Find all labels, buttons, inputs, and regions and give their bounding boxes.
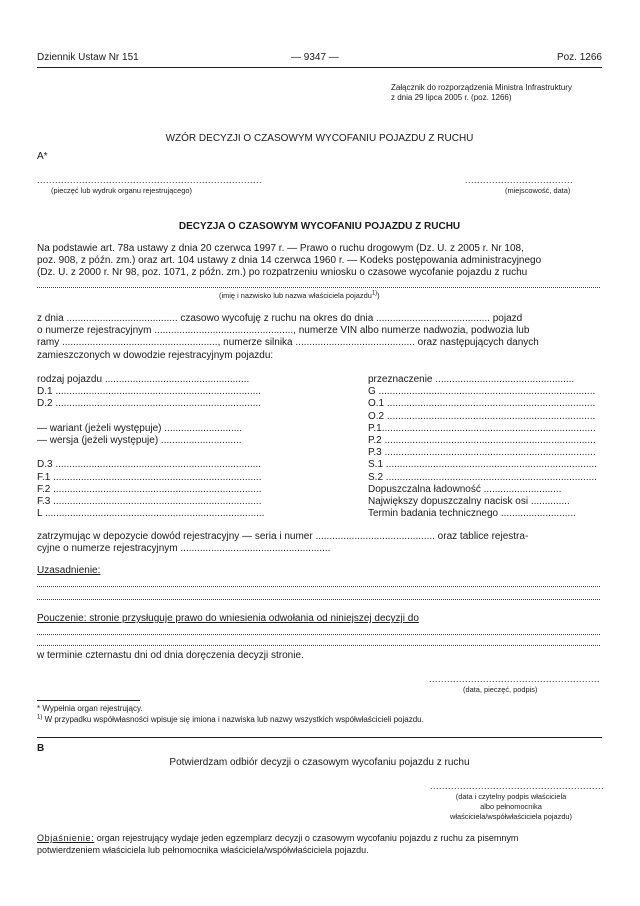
receipt-signature-caption-2: albo pełnomocnika [480, 802, 542, 811]
receipt-signature-caption-3: właściciela/współwłaściciela pojazdu) [450, 812, 572, 821]
place-date-field[interactable]: .................................... [465, 175, 574, 185]
vehicle-fields-left [37, 374, 264, 520]
owner-caption-close: ) [377, 291, 380, 300]
justification-line-2[interactable] [37, 599, 600, 600]
field-s2[interactable]: S.2 ............................................................................ [368, 471, 597, 483]
retain-line: zatrzymując w depozycie dowód rejestracyjny — seria i numer ........................................... oraz tablice rejestra- [37, 531, 529, 542]
explanation-text-1: organ rejestrujący wydaje jeden egzemplarz decyzji o czasowym wycofaniu pojazdu z ruchu za pisemnym [94, 833, 519, 843]
field-max-axle-load[interactable]: Największy dopuszczalny nacisk osi .............. [368, 496, 570, 508]
footnote-1-mark: * [37, 704, 41, 713]
stamp-field[interactable]: ........................................................................... [37, 175, 263, 185]
receipt-confirmation: Potwierdzam odbiór decyzji o czasowym wycofaniu pojazdu z ruchu [169, 757, 470, 768]
header-rule [37, 67, 602, 68]
retain-paragraph [37, 531, 528, 555]
place-date-caption: (miejscowość, data) [505, 186, 571, 195]
field-l[interactable]: L ............................................................................... [37, 508, 265, 520]
intro-paragraph [37, 243, 541, 280]
instruction-text: Pouczenie: stronie przysługuje prawo do wniesienia odwołania od niniejszej decyzji do [37, 613, 419, 624]
page-number: — 9347 — [291, 52, 339, 63]
field-f1[interactable]: F.1 ........................................................................... [37, 471, 262, 483]
owner-caption-text: (imię i nazwisko lub nazwa właściciela pojazdu [219, 291, 372, 300]
footnote-1-text: Wypełnia organ rejestrujący. [42, 704, 143, 713]
deadline-text: w terminie czternastu dni od dnia doręczenia decyzji stronie. [37, 650, 304, 661]
field-p1[interactable]: P.1............................................................................. [368, 422, 596, 434]
field-o1[interactable]: O.1 ........................................................................... [368, 398, 596, 410]
journal-name: Dziennik Ustaw Nr 151 [37, 52, 139, 63]
spacer [37, 447, 264, 459]
form-title: WZÓR DECYZJI O CZASOWYM WYCOFANIU POJAZDU Z RUCHU [165, 133, 474, 144]
owner-caption-footnote-mark: 1) [371, 290, 378, 297]
body-paragraph [37, 313, 539, 362]
retain-line: cyjne o numerze rejestracyjnym ...................................................... [37, 543, 331, 555]
annex-line-1: Załącznik do rozporządzenia Ministra Infrastruktury [391, 83, 572, 92]
explanation-line-2: potwierdzeniem właściciela lub pełnomocnika właściciela/współwłaściciela pojazdu. [37, 845, 369, 855]
section-rule [37, 737, 602, 738]
footnote-rule [37, 700, 140, 701]
receipt-signature-field[interactable]: .......................................................... [430, 781, 605, 791]
justification-line-1[interactable] [37, 586, 600, 587]
field-s1[interactable]: S.1 ............................................................................ [368, 459, 597, 471]
body-line: zamieszczonych w dowodzie rejestracyjnym pojazdu: [37, 349, 274, 361]
footnote-2-text: W przypadku współwłasności wpisuje się imiona i nazwiska lub nazwy wszystkich współwłaścicieli pojazdu. [44, 715, 424, 724]
owner-field[interactable] [37, 287, 600, 288]
field-f3[interactable]: F.3 ........................................................................... [37, 496, 262, 508]
field-d3[interactable]: D.3 .......................................................................... [37, 459, 261, 471]
appeal-authority-line-1[interactable] [37, 634, 600, 635]
position-number: Poz. 1266 [556, 52, 602, 63]
field-purpose[interactable]: przeznaczenie .................................................. [368, 374, 575, 385]
body-line: o numerze rejestracyjnym .................................................., numerze VIN albo numerze nadwozia, podwozia lub [37, 325, 530, 337]
explanation-label: Objaśnienie: [37, 833, 95, 843]
receipt-signature-caption-1: (data i czytelny podpis właściciela [455, 792, 567, 801]
footnote-2-mark: 1) [37, 714, 43, 721]
field-d1[interactable]: D.1 .......................................................................... [37, 386, 261, 398]
field-inspection-date[interactable]: Termin badania technicznego ........................... [368, 508, 576, 520]
field-variant[interactable]: — wariant (jeżeli występuje) ............................ [37, 422, 243, 434]
field-vehicle-type[interactable]: rodzaj pojazdu .................................................... [37, 374, 250, 385]
spacer [37, 411, 264, 423]
field-o2[interactable]: O.2 ........................................................................... [368, 410, 596, 422]
field-f2[interactable]: F.2 ........................................................................... [37, 483, 262, 495]
field-p2[interactable]: P.2 ............................................................................ [368, 435, 596, 447]
owner-caption [219, 291, 380, 300]
part-b-label: B [37, 743, 45, 754]
field-version[interactable]: — wersja (jeżeli występuje) ............................. [37, 435, 242, 447]
field-p3[interactable]: P.3 ............................................................................ [368, 447, 596, 459]
intro-line: poz. 908, z późn. zm.) oraz art. 104 ustawy z dnia 14 czerwca 1960 r. — Kodeks postępowania administracyjnego [37, 255, 542, 267]
body-line: z dnia ........................................ czasowo wycofuję z ruchu na okres do dnia ......................................... pojazd [37, 313, 523, 324]
field-d2[interactable]: D.2 .......................................................................... [37, 398, 261, 410]
justification-label: Uzasadnienie: [37, 565, 101, 576]
explanation-line-1 [37, 833, 518, 843]
signature-field[interactable]: ......................................................... [429, 674, 601, 684]
footnote-1 [37, 704, 143, 713]
footnote-2 [37, 715, 424, 724]
intro-line: (Dz. U. z 2000 r. Nr 98, poz. 1071, z późn. zm.) po rozpatrzeniu wniosku o czasowe wycofanie pojazdu z ruchu [37, 267, 528, 279]
signature-caption: (data, pieczęć, podpis) [463, 685, 538, 694]
intro-line: Na podstawie art. 78a ustawy z dnia 20 czerwca 1997 r. — Prawo o ruchu drogowym (Dz. U. z 2005 r. Nr 108, [37, 243, 524, 254]
part-a-label: A* [37, 151, 48, 162]
decision-title: DECYZJA O CZASOWYM WYCOFANIU POJAZDU Z RUCHU [178, 221, 461, 232]
stamp-caption: (pieczęć lub wydruk organu rejestrującego) [51, 186, 192, 195]
field-payload[interactable]: Dopuszczalna ładowność ............................ [368, 483, 562, 495]
body-line: ramy ........................................................, numerze silnika ........................................... oraz następujących danych [37, 337, 539, 349]
vehicle-fields-right [368, 374, 597, 520]
field-g[interactable]: G .............................................................................. [368, 386, 596, 398]
appeal-authority-line-2[interactable] [37, 645, 600, 646]
annex-line-2: z dnia 29 lipca 2005 r. (poz. 1266) [391, 93, 512, 102]
